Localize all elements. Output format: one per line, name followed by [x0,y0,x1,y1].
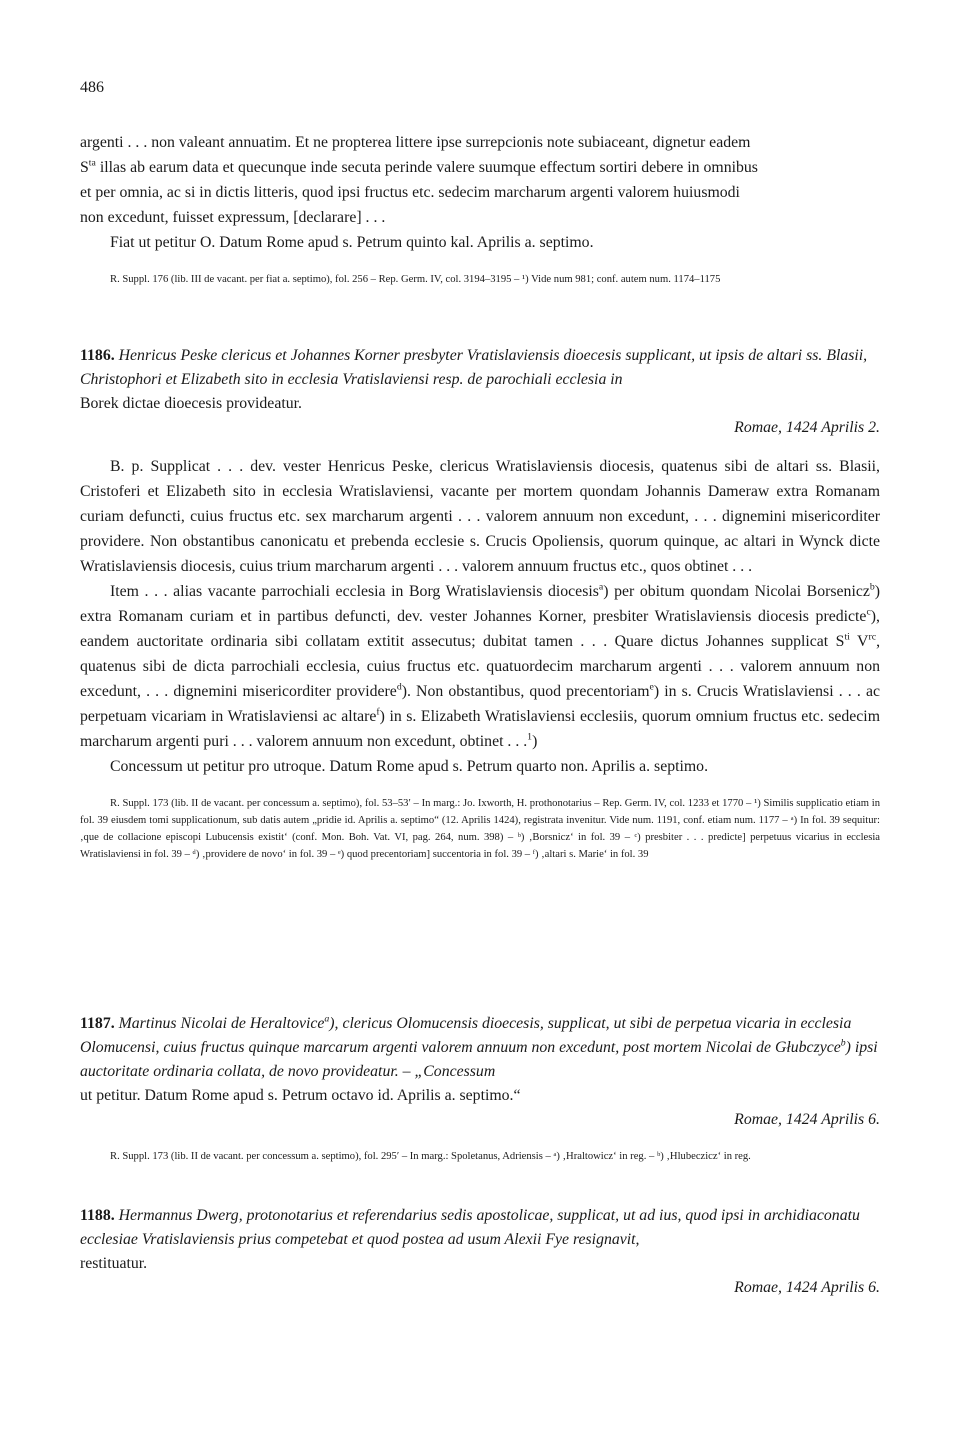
paragraph: B. p. Supplicat . . . dev. vester Henricus Peske, clericus Wratislaviensis diocesis, quatenus sibi de altari ss. Blasii, Cristoferi et Elizabeth sito in ecclesia Wratislaviensi, vacante per mortem quondam Johannis Dameraw extra Romanam curiam defuncti, cuius fructus etc. sex marcharum argenti . . . valorem annuum non excedunt, . . . dignemini misericorditer providere. Non obstantibus canonicatu et prebenda ecclesie s. Crucis Opoliensis, quorum quinque, ac altari in Wynck dicte Wratislaviensis diocesis, cuius trium marcharum argenti . . . valorem annuum fructus etc., quos obtinet . . . [80,458,880,575]
concessum-line: Concessum ut petitur pro utroque. Datum Rome apud s. Petrum quarto non. Aprilis a. septimo. [110,758,709,775]
previous-entry-note: R. Suppl. 176 (lib. III de vacant. per fiat a. septimo), fol. 256 – Rep. Germ. IV, col. 3194–3195 – ¹) Vide num 981; conf. autem num. 1174–1175 [110,274,721,285]
entry-date: Romae, 1424 Aprilis 2. [734,419,880,436]
entry-summary: Martinus Nicolai de Heraltovice$^a$), clericus Olomucensis dioecesis, supplicat, ut sibi de perpetua vicaria in ecclesia Olomucensi, cuius fructus quinque marcarum argenti valorem annuum non excedunt, post mortem Nicolai de Głubczyce$^b$) ipsi auctoritate ordinaria collata, de novo provideatur. – „Concessum [80,1013,878,1080]
entry-number: 1188. [80,1207,115,1224]
entry-1188 [80,1204,880,1300]
text-line: argenti . . . non valeant annuatim. Et ne propterea littere ipse surrepcionis note subiaceant, dignetur eadem [80,134,751,151]
entry-date: Romae, 1424 Aprilis 6. [734,1111,880,1128]
previous-entry-text [80,130,880,255]
entry-number: 1186. [80,347,115,364]
entry-date: Romae, 1424 Aprilis 6. [734,1279,880,1296]
text-line: et per omnia, ac si in dictis litteris, quod ipsi fructus etc. sedecim marcharum argenti valorem huiusmodi [80,184,740,201]
entry-heading [80,1204,880,1252]
entry-summary-end: ut petitur. Datum Rome apud s. Petrum octavo id. Aprilis a. septimo.“ [80,1087,521,1104]
entry-note: R. Suppl. 173 (lib. II de vacant. per concessum a. septimo), fol. 295ʹ – In marg.: Spoletanus, Adriensis – ᵃ) ‚Hraltowicz‘ in reg. – ᵇ) ‚Hlubeczicz‘ in reg. [110,1151,751,1162]
entry-heading [80,344,880,392]
entry-1187 [80,1012,880,1165]
text-line: $S^{ta}$ illas ab earum data et quecunque inde secuta perinde valere suumque effectum sortiri debere in omnibus [80,157,758,176]
page-number: 486 [80,79,104,96]
entry-body [80,454,880,779]
entry-summary-end: Borek dictae dioecesis provideatur. [80,395,302,412]
previous-entry [80,130,880,288]
entry-summary: Hermannus Dwerg, protonotarius et referendarius sedis apostolicae, supplicat, ut ad ius, quod ipsi in archidiaconatu ecclesiae Vratislaviensis prius competebat et quod postea ad usum Alexii Fye resignavit, [80,1207,860,1248]
text-line: non excedunt, fuisset expressum, [declarare] . . . [80,209,386,226]
entry-1186 [80,344,880,863]
entry-summary: Henricus Peske clericus et Johannes Korner presbyter Vratislaviensis dioecesis supplicant, ut ipsis de altari ss. Blasii, Christophori et Elizabeth sito in ecclesia Vratislaviensi resp. de parochiali ecclesia in [80,347,868,388]
fiat-line: Fiat ut petitur O. Datum Rome apud s. Petrum quinto kal. Aprilis a. septimo. [110,234,594,251]
entry-number: 1187. [80,1015,115,1032]
paragraph: Item . . . alias vacante parrochiali ecclesia in Borg Wratislaviensis diocesis$^a$) per obitum quondam Nicolai Borsenicz$^b$) extra Romanam curiam et in partibus defuncti, dev. vester Johannes Korner, presbiter Wratislaviensis diocesis predicte$^c$), eandem auctoritate ordinaria sibi collatam extitit assecutus; dubitat tamen . . . Quare dictus Johannes supplicat $S^{ti}$ $V^{rc}$, quatenus sibi de dicta parrochiali ecclesia, cuius fructus etc. quatuordecim marcharum argenti . . . valorem annuum non excedunt, . . . dignemini misericorditer providere$^d$). Non obstantibus, quod precentoriam$^e$) in s. Crucis Wratislaviensi . . . ac perpetuam vicariam in Wratislaviensi ac altare$^f$) in s. Elizabeth Wratislaviensi ecclesiis, quorum omnium fructus etc. sedecim marcharum argenti puri . . . valorem annuum non excedunt, obtinet . . .$^1$) [80,581,881,750]
entry-note: R. Suppl. 173 (lib. II de vacant. per concessum a. septimo), fol. 53–53ʹ – In marg.: Jo. Ixworth, H. prothonotarius – Rep. Germ. IV, col. 1233 et 1770 – ¹) Similis supplicatio etiam in fol. 39 eiusdem tomi supplicationum, sub datis autem „pridie id. Aprilis a. septimo“ (12. Aprilis 1424), registrata invenitur. Vide num. 1191, conf. etiam num. 1177 – ᵃ) In fol. 39 sequitur: ‚que de collacione episcopi Lubucensis existit‘ (conf. Mon. Boh. Vat. VI, pag. 264, num. 398) – ᵇ) ‚Borsnicz‘ in fol. 39 – ᶜ) presbiter . . . predicte] perpetuus vicarius in ecclesia Wratislaviensi in fol. 39 – ᵈ) ‚providere de novo‘ in fol. 39 – ᵉ) quod precentoriam] succentoria in fol. 39 – ᶠ) ‚altari s. Marie‘ in fol. 39 [80,798,880,860]
entry-heading [80,1012,880,1084]
entry-summary-end: restituatur. [80,1255,148,1272]
